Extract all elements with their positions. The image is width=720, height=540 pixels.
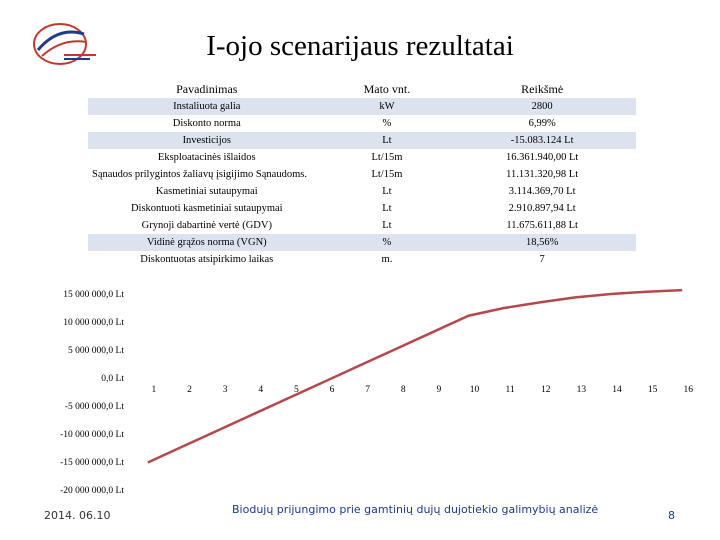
table-row [88,132,636,149]
row-name: Investicijos [88,132,326,149]
row-name: Diskonto norma [172,118,241,129]
row-unit: Lt/15m [371,152,403,163]
row-value: 16.361.940,00 Lt [505,152,579,163]
footer-date: 2014. 06.10 [44,509,111,522]
row-unit: Lt [382,186,392,197]
x-tick-label: 10 [469,385,480,395]
x-tick-label: 7 [365,385,370,395]
row-value: 18,56% [448,234,636,251]
header-value: Reikšmė [521,81,564,96]
table-row [88,200,636,217]
row-value: 3.114.369,70 Lt [508,186,576,197]
y-tick-label: -20 000 000,0 Lt [60,486,124,496]
footer-description: Biodujų prijungimo prie gamtinių dujų dujotiekio galimybių analizė [232,503,599,516]
row-unit: Lt [382,203,392,214]
table-row [88,217,636,234]
x-tick-label: 16 [683,385,693,395]
table-header-row [88,80,636,98]
y-tick-label: -10 000 000,0 Lt [60,430,124,440]
x-tick-label: 15 [647,385,658,395]
row-value: 2800 [448,98,636,115]
table-row [88,251,636,268]
x-tick-label: 6 [329,385,335,395]
table-row [88,115,636,132]
row-name: Instaliuota galia [88,98,326,115]
x-tick-label: 3 [222,385,228,395]
page-number: 8 [668,509,675,522]
table-row [88,98,636,115]
x-tick-label: 8 [400,385,406,395]
y-tick-label: 0,0 Lt [101,374,124,384]
table-row [88,149,636,166]
row-unit: m. [381,254,393,265]
x-tick-label: 5 [293,385,299,395]
x-tick-label: 13 [576,385,587,395]
header-name: Pavadinimas [176,81,238,96]
row-name: Grynoji dabartinė vertė (GDV) [141,220,272,231]
row-name: Sąnaudos prilygintos žaliavų įsigijimo Sąnaudoms. [92,169,307,180]
row-unit: % [382,118,392,129]
table-row [88,234,636,251]
y-tick-label: 10 000 000,0 Lt [63,318,124,328]
series-line [148,290,682,462]
npv-line-chart [0,282,720,497]
y-tick-label: -15 000 000,0 Lt [60,458,124,468]
row-value: 7 [539,254,545,265]
row-value: 11.131.320,98 Lt [506,169,579,180]
table-row [88,183,636,200]
row-name: Eksploatacinės išlaidos [157,152,256,163]
y-tick-label: 5 000 000,0 Lt [68,346,124,356]
row-value: -15.083.124 Lt [448,132,636,149]
row-unit: Lt [326,132,449,149]
row-name: Vidinė grąžos norma (VGN) [88,234,326,251]
slide-title: I-ojo scenarijaus rezultatai [206,30,514,62]
row-unit: Lt/15m [371,169,403,180]
x-tick-label: 12 [540,385,551,395]
row-name: Kasmetiniai sutaupymai [155,186,258,197]
table-row [88,166,636,183]
row-unit: kW [326,98,449,115]
row-value: 2.910.897,94 Lt [508,203,576,214]
x-tick-label: 4 [258,385,264,395]
x-tick-label: 2 [187,385,192,395]
row-value: 11.675.611,88 Lt [506,220,578,231]
x-tick-label: 11 [505,385,515,395]
row-unit: Lt [382,220,392,231]
x-tick-label: 1 [151,385,157,395]
row-unit: % [326,234,449,251]
x-tick-label: 14 [612,385,622,395]
row-name: Diskontuoti kasmetiniai sutaupymai [130,203,283,214]
row-value: 6,99% [528,118,556,129]
header-unit: Mato vnt. [363,81,411,96]
x-tick-label: 9 [436,385,442,395]
y-tick-label: 15 000 000,0 Lt [63,290,124,300]
results-table [88,80,636,268]
row-name: Diskontuotas atsipirkimo laikas [140,254,274,265]
y-tick-label: -5 000 000,0 Lt [64,402,124,412]
